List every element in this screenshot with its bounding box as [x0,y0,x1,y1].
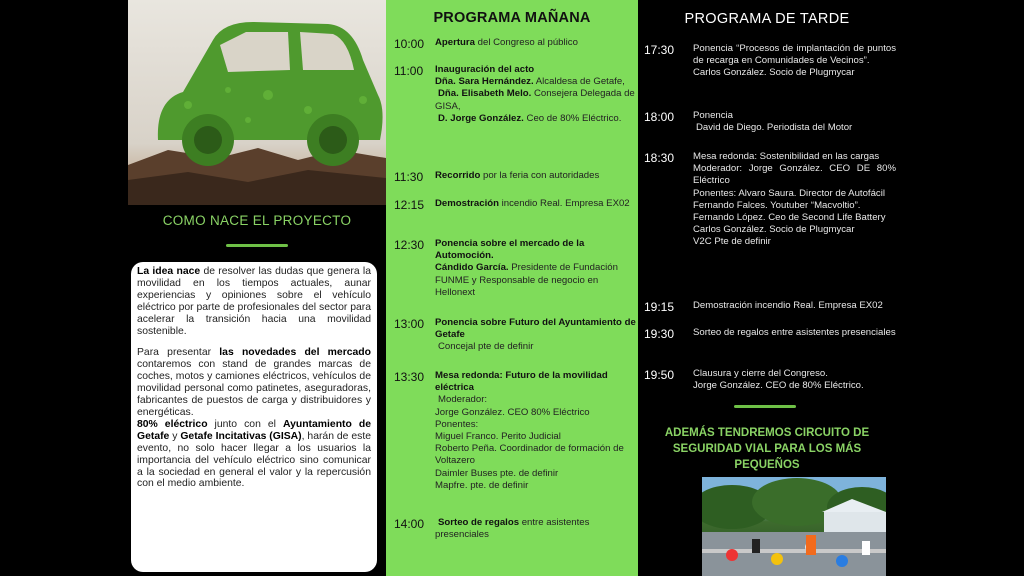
description-paragraph-2: Para presentar las novedades del mercado contaremos con stand de grandes marcas de coches, motos y camiones eléctricos, vehículos de movilidad personal como patinetes, aseguradoras, fabricantes de puestos de carga y distribuidores y energéticas. [137,347,371,418]
item-time: 13:00 [394,317,425,331]
morning-program-title: PROGRAMA MAÑANA [433,10,591,26]
item-text: Mesa redonda: Sostenibilidad en las cargas Moderador: Jorge González. CEO DE 80% Eléctrico Ponentes: Alvaro Saura. Director de Autofácil Fernando Falces. Youtuber “Macvoltio”. Fernando López. Ceo de Second Life Battery Carlos González. Socio de Plugmycar V2C Pte de definir [693,151,896,248]
item-time: 14:00 [394,517,425,531]
item-time: 18:00 [644,110,675,124]
project-description-box [131,262,377,572]
title-underline [226,244,288,247]
item-text: Ponencia sobre Futuro del Ayuntamiento de Getafe Concejal pte de definir [435,317,636,353]
afternoon-program-title: PROGRAMA DE TARDE [684,11,850,27]
item-time: 17:30 [644,43,675,57]
item-text: Demostración incendio Real. Empresa EX02 [693,300,883,311]
item-time: 12:30 [394,238,425,252]
item-time: 19:30 [644,327,675,341]
green-car-photo [128,0,386,205]
left-panel [128,0,386,576]
item-text: Sorteo de regalos entre asistentes presenciales [693,327,896,338]
item-text: Ponencia “Procesos de implantación de puntos de recarga en Comunidades de Vecinos”. Carlos González. Socio de Plugmycar [693,43,896,79]
item-time: 11:30 [394,170,424,184]
section-underline [734,405,796,408]
item-text: Sorteo de regalos entre asistentes presenciales [435,517,590,541]
item-text: Apertura del Congreso al público [435,37,578,48]
item-text: Recorrido por la feria con autoridades [435,170,600,181]
leaf-car-illustration [128,0,386,205]
item-time: 12:15 [394,198,425,212]
item-text: Inauguración del acto Dña. Sara Hernández. Alcaldesa de Getafe, Dña. Elisabeth Melo. Consejera Delegada de GISA, D. Jorge González. Ceo de 80% Eléctrico. [435,64,635,124]
morning-program-panel [386,0,638,576]
afternoon-program-panel [638,0,896,576]
item-text: Ponencia sobre el mercado de la Automoción. Cándido García. Presidente de Fundación FUNME y Responsable de negocio en Hellonext [435,238,618,298]
item-time: 19:15 [644,300,675,314]
road-safety-circuit-announcement: ADEMÁS TENDREMOS CIRCUITO DE SEGURIDAD VIAL PARA LOS MÁS PEQUEÑOS [664,427,870,471]
description-paragraph-3: 80% eléctrico junto con el Ayuntamiento de Getafe y Getafe Incitativas (GISA), harán de este evento, no solo hacer llegar a los usuarios la importancia del vehículo eléctrico sino comunicar a la sociedad en general el valor y la repercusión con el medio ambiente. [137,418,371,490]
project-origin-title: COMO NACE EL PROYECTO [162,213,352,228]
description-paragraph-1: La idea nace de resolver las dudas que genera la movilidad en los tiempos actuales, aunar experiencias y opiniones sobre el vehículo eléctrico por parte de profesionales del sector para acelerar la transición hacia una movilidad sostenible. [137,266,372,337]
item-text: Clausura y cierre del Congreso. Jorge González. CEO de 80% Eléctrico. [693,368,864,392]
item-text: Demostración incendio Real. Empresa EX02 [435,198,630,209]
item-time: 13:30 [394,370,425,384]
road-safety-circuit-photo [702,477,886,576]
item-time: 19:50 [644,368,675,382]
item-time: 18:30 [644,151,675,165]
item-time: 10:00 [394,37,425,51]
item-time: 11:00 [394,64,424,78]
kids-circuit-illustration [702,477,886,576]
item-text: Mesa redonda: Futuro de la movilidad eléctrica Moderador: Jorge González. CEO 80% Eléctrico Ponentes: Miguel Franco. Perito Judicial Roberto Peña. Coordinador de formación de Voltazero Daimler Buses pte. de definir Mapfre. pte. de definir [435,370,624,491]
item-text: Ponencia David de Diego. Periodista del Motor [693,110,853,134]
